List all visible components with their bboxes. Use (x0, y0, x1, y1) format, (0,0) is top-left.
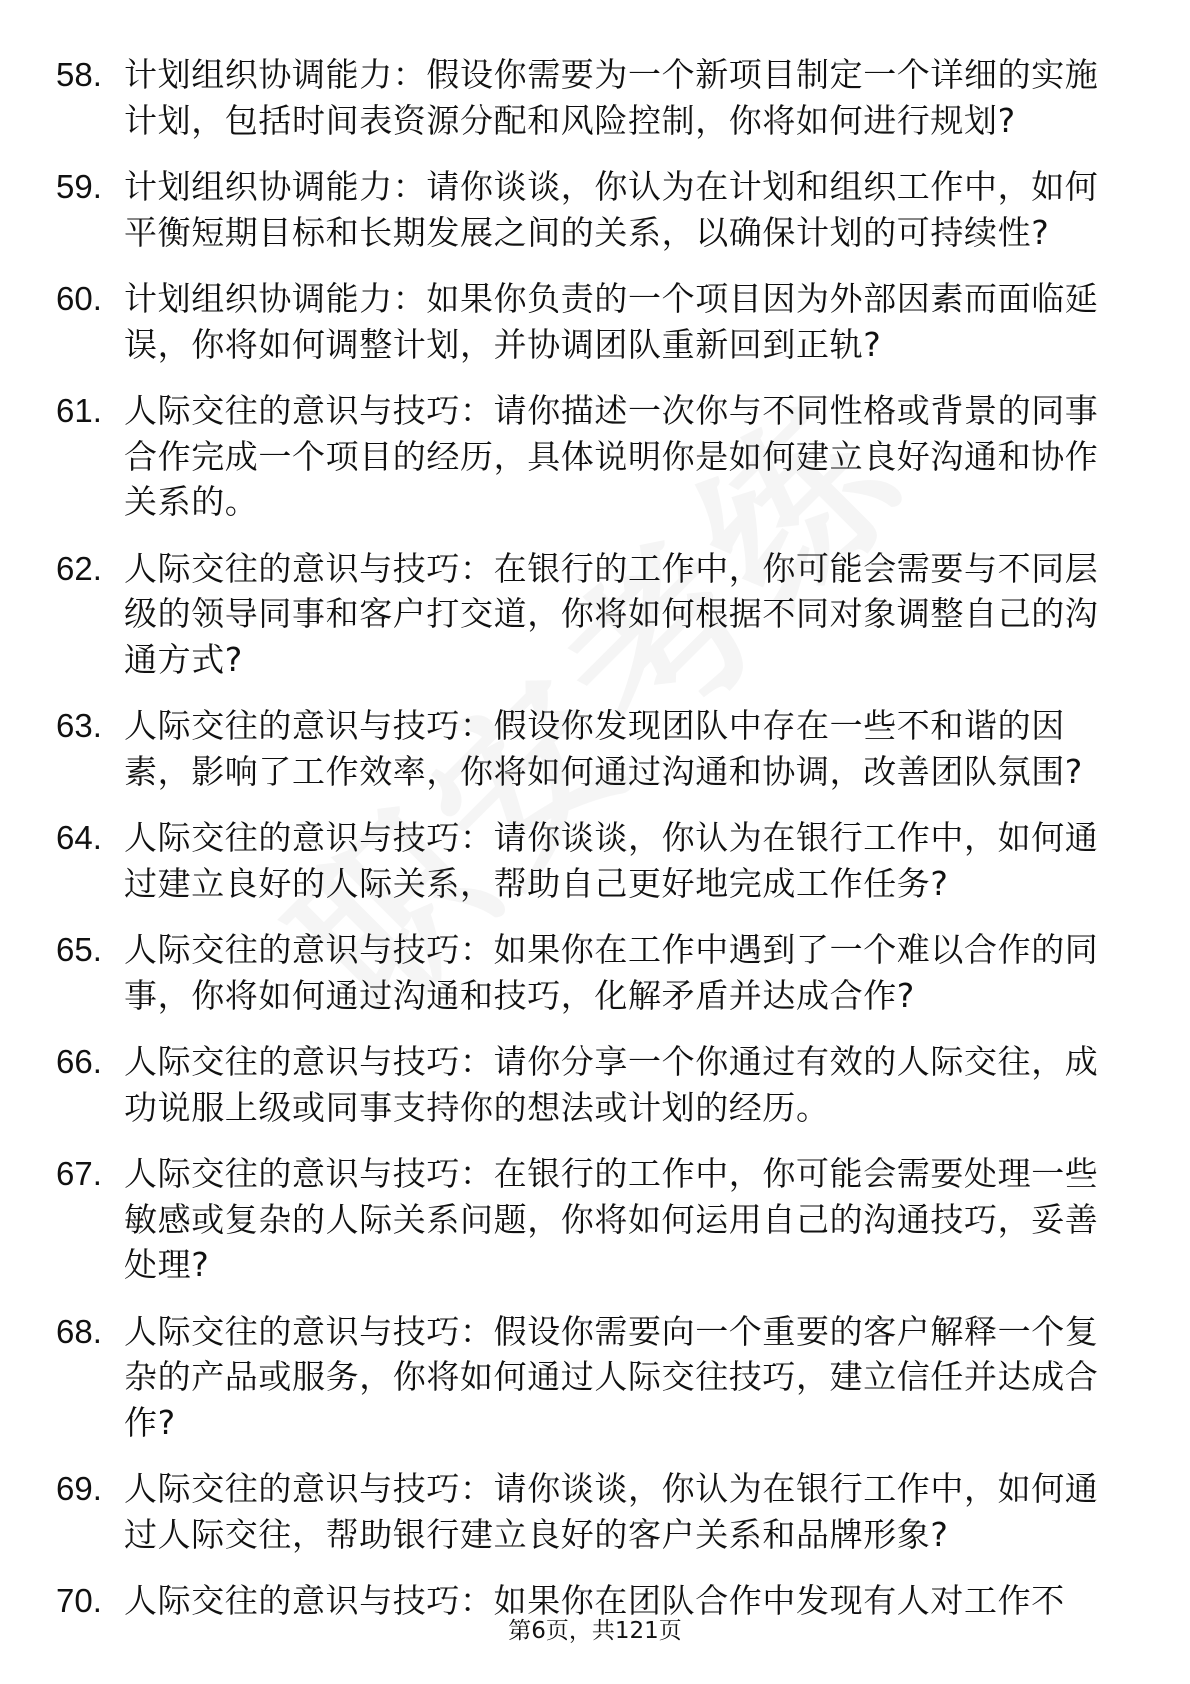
question-text: 人际交往的意识与技巧：请你谈谈，你认为在银行工作中，如何通过人际交往，帮助银行建立良好的客户关系和品牌形象? (124, 1469, 1099, 1554)
question-item (0, 1309, 1190, 1446)
question-item (0, 276, 1190, 367)
question-text: 人际交往的意识与技巧：在银行的工作中，你可能会需要处理一些敏感或复杂的人际关系问题，你将如何运用自己的沟通技巧，妥善处理? (124, 1154, 1099, 1284)
question-item (0, 703, 1190, 794)
question-item (0, 927, 1190, 1018)
question-item (0, 164, 1190, 255)
question-text: 人际交往的意识与技巧：请你分享一个你通过有效的人际交往，成功说服上级或同事支持你的想法或计划的经历。 (124, 1042, 1099, 1127)
question-item (0, 388, 1190, 525)
question-item (0, 1151, 1190, 1288)
question-text: 人际交往的意识与技巧：如果你在工作中遇到了一个难以合作的同事，你将如何通过沟通和技巧，化解矛盾并达成合作? (124, 930, 1099, 1015)
question-number: 59. (56, 168, 102, 205)
question-number: 64. (56, 819, 102, 856)
question-item (0, 815, 1190, 906)
question-text: 计划组织协调能力：请你谈谈，你认为在计划和组织工作中，如何平衡短期目标和长期发展之间的关系，以确保计划的可持续性? (124, 167, 1099, 252)
question-number: 70. (56, 1582, 102, 1619)
question-number: 67. (56, 1155, 102, 1192)
question-text: 人际交往的意识与技巧：假设你发现团队中存在一些不和谐的因素，影响了工作效率，你将如何通过沟通和协调，改善团队氛围? (124, 706, 1083, 791)
question-item (0, 52, 1190, 143)
question-text: 计划组织协调能力：如果你负责的一个项目因为外部因素而面临延误，你将如何调整计划，并协调团队重新回到正轨? (124, 279, 1099, 364)
question-number: 65. (56, 931, 102, 968)
question-number: 66. (56, 1043, 102, 1080)
question-number: 61. (56, 392, 102, 429)
question-text: 人际交往的意识与技巧：请你谈谈，你认为在银行工作中，如何通过建立良好的人际关系，帮助自己更好地完成工作任务? (124, 818, 1099, 903)
question-text: 人际交往的意识与技巧：在银行的工作中，你可能会需要与不同层级的领导同事和客户打交道，你将如何根据不同对象调整自己的沟通方式? (124, 548, 1099, 679)
question-number: 68. (56, 1312, 102, 1350)
question-number: 62. (56, 549, 102, 587)
question-text: 计划组织协调能力：假设你需要为一个新项目制定一个详细的实施计划，包括时间表资源分配和风险控制，你将如何进行规划? (124, 55, 1099, 140)
question-text: 人际交往的意识与技巧：如果你在团队合作中发现有人对工作不 (124, 1581, 1065, 1620)
question-text: 人际交往的意识与技巧：假设你需要向一个重要的客户解释一个复杂的产品或服务，你将如何通过人际交往技巧，建立信任并达成合作? (124, 1311, 1099, 1442)
question-list (0, 52, 1190, 1645)
page-footer: 第6页，共121页 (508, 1618, 682, 1644)
question-item (0, 1466, 1190, 1557)
question-item (0, 546, 1190, 683)
question-number: 63. (56, 707, 102, 744)
question-number: 69. (56, 1470, 102, 1507)
question-number: 58. (56, 56, 102, 93)
question-item (0, 1039, 1190, 1130)
question-number: 60. (56, 280, 102, 317)
question-text: 人际交往的意识与技巧：请你描述一次你与不同性格或背景的同事合作完成一个项目的经历，具体说明你是如何建立良好沟通和协作关系的。 (124, 391, 1099, 521)
